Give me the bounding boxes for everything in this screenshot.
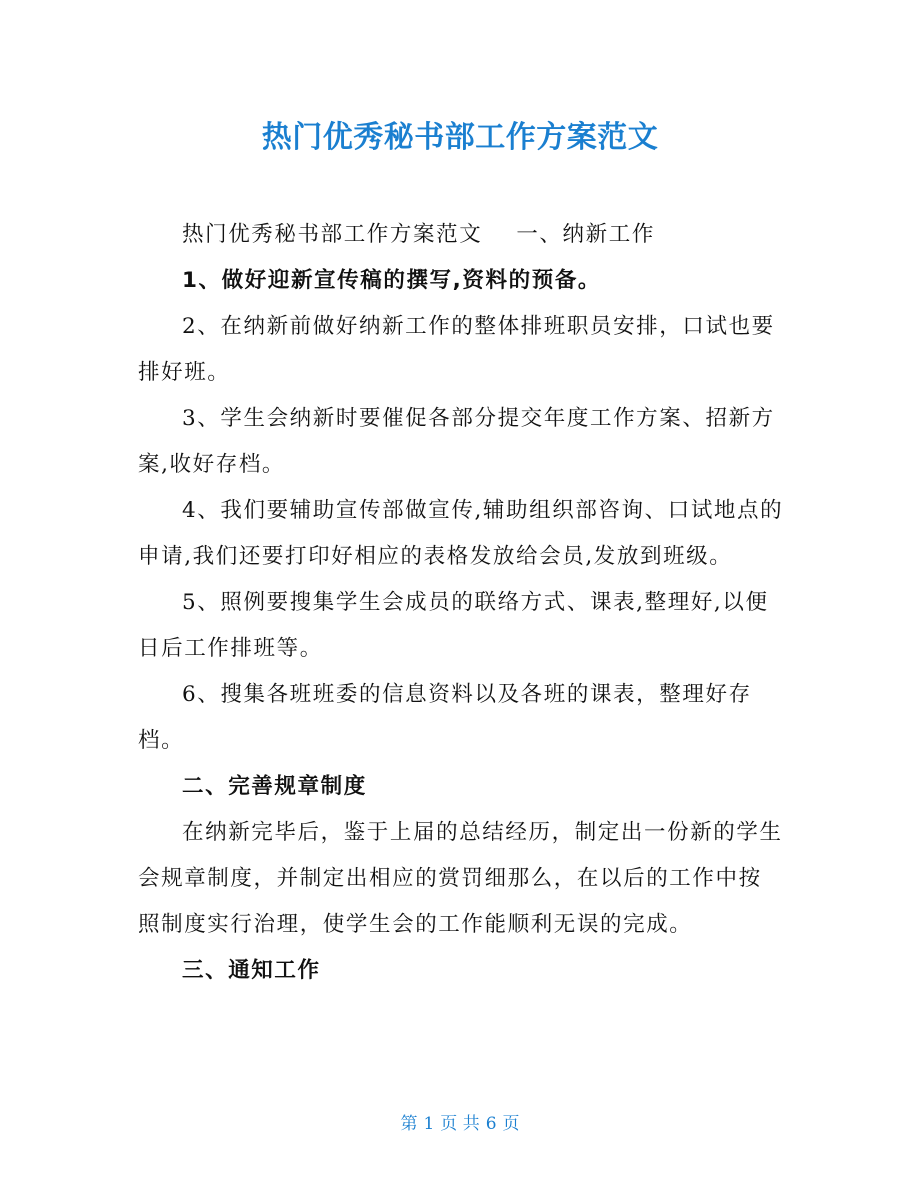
paragraph-6: 6、搜集各班班委的信息资料以及各班的课表，整理好存档。 — [138, 682, 752, 753]
paragraph-3: 3、学生会纳新时要催促各部分提交年度工作方案、招新方案,收好存档。 — [138, 406, 775, 477]
section-heading-3: 三、通知工作 — [182, 958, 321, 983]
footer-page-number: 1 — [423, 1114, 435, 1134]
paragraph-4: 4、我们要辅助宣传部做宣传,辅助组织部咨询、口试地点的申请,我们还要打印好相应的表格发放给会员,发放到班级。 — [138, 498, 784, 569]
footer-prefix: 第 — [400, 1114, 418, 1134]
paragraph-5: 5、照例要搜集学生会成员的联络方式、课表,整理好,以便日后工作排班等。 — [138, 590, 769, 661]
document-title: 热门优秀秘书部工作方案范文 — [261, 120, 659, 155]
section-heading-1: 一、纳新工作 — [516, 222, 655, 247]
footer-suffix: 页 — [502, 1114, 520, 1134]
page-footer — [0, 1112, 920, 1136]
paragraph-7: 在纳新完毕后，鉴于上届的总结经历，制定出一份新的学生会规章制度，并制定出相应的赏罚细那么，在以后的工作中按照制度实行治理，使学生会的工作能顺利无误的完成。 — [138, 820, 783, 937]
paragraph-1: 1、做好迎新宣传稿的撰写,资料的预备。 — [182, 268, 602, 293]
footer-middle: 页 共 — [440, 1114, 480, 1134]
footer-total-pages: 6 — [485, 1114, 497, 1134]
paragraph-2: 2、在纳新前做好纳新工作的整体排班职员安排，口试也要排好班。 — [138, 314, 775, 385]
document-body — [138, 212, 784, 994]
section-heading-2: 二、完善规章制度 — [182, 774, 367, 799]
intro-paragraph — [138, 212, 784, 258]
intro-lead: 热门优秀秘书部工作方案范文 — [182, 222, 483, 247]
